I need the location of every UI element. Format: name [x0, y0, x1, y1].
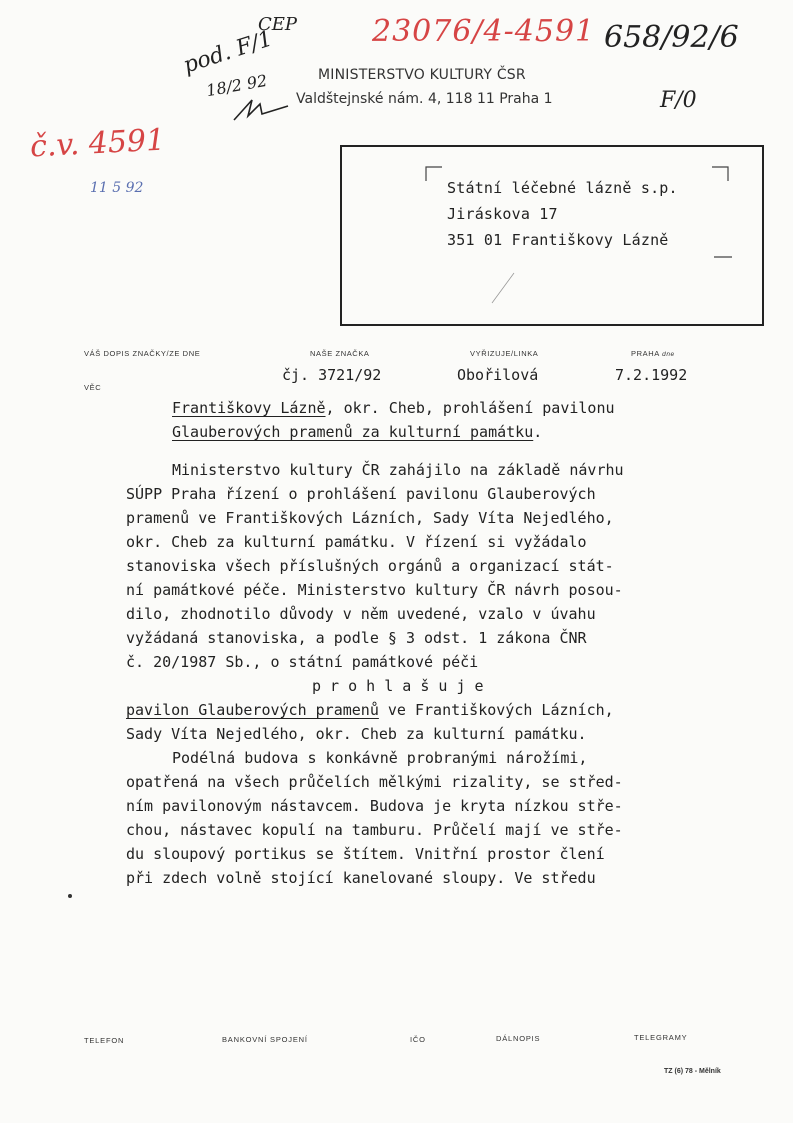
description-line: při zdech volně stojící kanelované sloupy. Ve středu: [126, 869, 596, 887]
footer-telefon: TELEFON: [84, 1036, 125, 1045]
declared-object: pavilon Glauberových pramenů: [126, 701, 379, 719]
body-line: okr. Cheb za kulturní památku. V řízení si vyžádalo: [126, 533, 587, 551]
letter-date: 7.2.1992: [615, 366, 688, 384]
body-line: dilo, zhodnotilo důvody v něm uvedené, vzalo v úvahu: [126, 605, 596, 623]
subject-line-1: [172, 399, 615, 417]
description-line: du sloupový portikus se štítem. Vnitřní prostor člení: [126, 845, 605, 863]
subject-line-2-end: .: [533, 423, 543, 441]
declaration-line-1: [126, 701, 614, 719]
subject-line-2: [172, 423, 542, 441]
body-line: vyžádaná stanoviska, a podle § 3 odst. 1 zákona ČNR: [126, 629, 587, 647]
handled-by-value: Obořilová: [457, 366, 539, 384]
footer-dalnopis: DÁLNOPIS: [496, 1034, 541, 1043]
handwritten-signature: [232, 92, 292, 124]
handwritten-note-date: 18/2 92: [204, 70, 269, 101]
recipient-address-box: [340, 145, 764, 326]
label-your-letter: VÁŠ DOPIS ZNAČKY/ZE DNE: [84, 349, 201, 358]
declaration-word: p r o h l a š u j e: [312, 677, 484, 695]
label-subject: VĚC: [84, 383, 102, 392]
declaration-line-2: Sady Víta Nejedlého, okr. Cheb za kulturní památku.: [126, 725, 587, 743]
handwritten-blue-date: 11 5 92: [90, 180, 144, 196]
ministry-address: Valdštejnské nám. 4, 118 11 Praha 1: [296, 91, 553, 107]
ministry-name: MINISTERSTVO KULTURY ČSR: [318, 67, 526, 83]
label-our-reference: NAŠE ZNAČKA: [310, 349, 370, 358]
handwritten-file-number: 658/92/6: [604, 20, 739, 55]
subject-place: Františkovy Lázně: [172, 399, 326, 417]
footer-ico: IČO: [410, 1035, 426, 1044]
label-praha: [631, 349, 675, 358]
description-line: ním pavilonovým nástavcem. Budova je kryta nízkou stře-: [126, 797, 623, 815]
handwritten-cv-number: č.v. 4591: [29, 122, 166, 165]
declaration-line-1-rest: ve Františkových Lázních,: [378, 701, 614, 719]
body-line: pramenů ve Františkových Lázních, Sady Víta Nejedlého,: [126, 509, 614, 527]
handwritten-right-mark: F/0: [660, 88, 697, 113]
handwritten-cep: CEP: [258, 14, 298, 35]
body-line: ní památkové péče. Ministerstvo kultury ČR návrh posou-: [126, 581, 623, 599]
footer-bank: BANKOVNÍ SPOJENÍ: [222, 1035, 308, 1044]
handwritten-note-pod: pod. F/1: [180, 26, 276, 79]
label-praha-text: PRAHA: [631, 349, 660, 358]
body-line: č. 20/1987 Sb., o státní památkové péči: [126, 653, 479, 671]
our-reference-value: čj. 3721/92: [282, 366, 382, 384]
label-handled-by: VYŘIZUJE/LINKA: [470, 349, 539, 358]
subject-line-1-rest: , okr. Cheb, prohlášení pavilonu: [325, 399, 615, 417]
subject-object: Glauberových pramenů za kulturní památku: [172, 423, 534, 441]
description-line: opatřená na všech průčelích mělkými rizality, se střed-: [126, 773, 623, 791]
body-line: SÚPP Praha řízení o prohlášení pavilonu Glauberových: [126, 485, 596, 503]
recipient-line-2: Jiráskova 17: [447, 205, 558, 223]
handwritten-red-registration-number: 23076/4-4591: [372, 14, 596, 49]
footer-print-code: TZ (6) 78 - Mělník: [664, 1068, 721, 1075]
body-line: Ministerstvo kultury ČR zahájilo na základě návrhu: [172, 461, 624, 479]
description-line: chou, nástavec kopulí na tamburu. Průčelí mají ve stře-: [126, 821, 623, 839]
recipient-line-1: Státní léčebné lázně s.p.: [447, 179, 678, 197]
label-dne-text: dne: [662, 351, 675, 358]
punch-dot: [68, 894, 72, 898]
recipient-line-3: 351 01 Františkovy Lázně: [447, 231, 669, 249]
body-line: stanoviska všech příslušných orgánů a organizací stát-: [126, 557, 614, 575]
footer-telegramy: TELEGRAMY: [634, 1033, 688, 1042]
description-line: Podélná budova s konkávně probranými nárožími,: [172, 749, 588, 767]
